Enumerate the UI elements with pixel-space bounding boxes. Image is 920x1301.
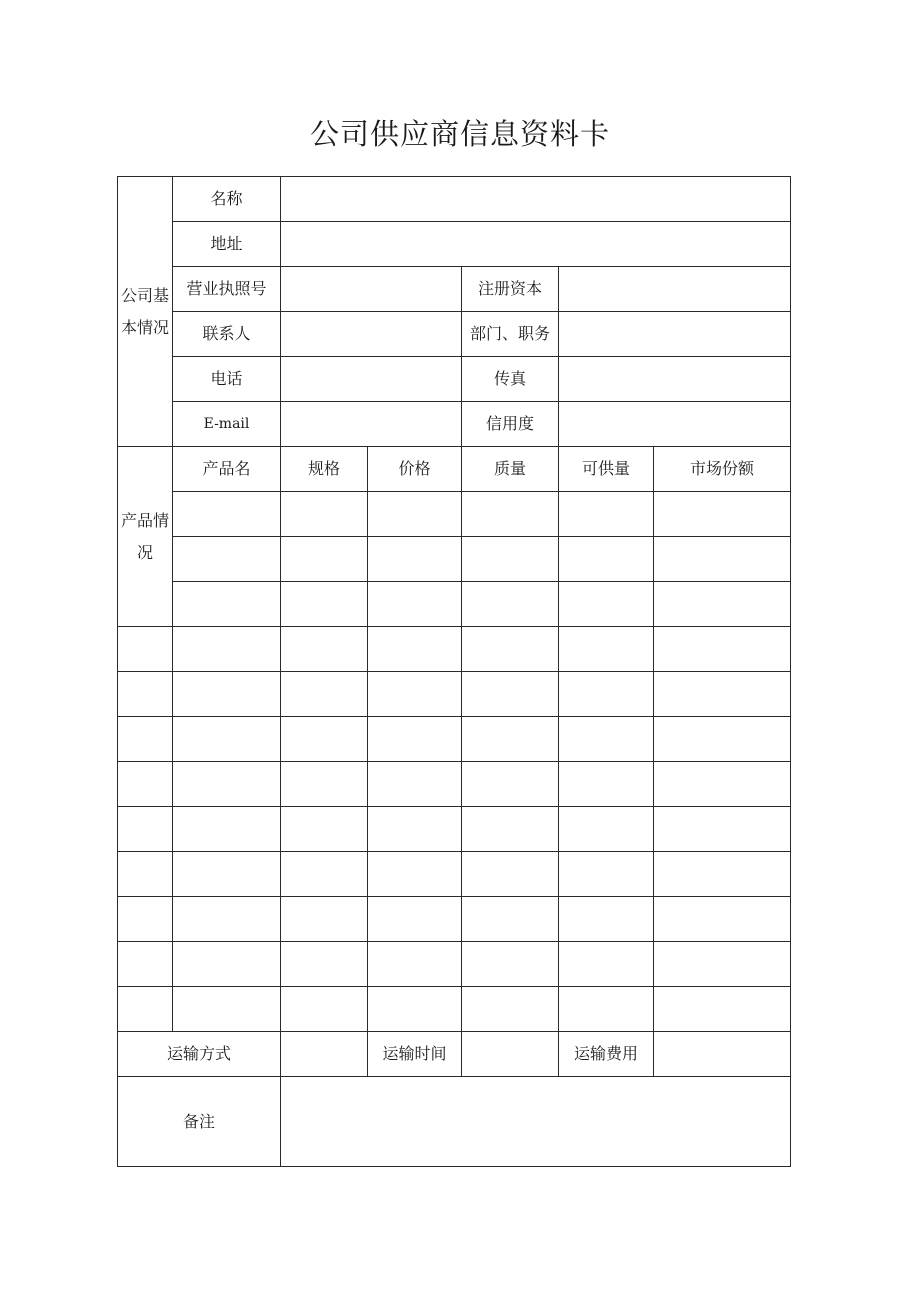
name-label: 名称	[173, 177, 281, 222]
products-header-row	[118, 447, 791, 492]
address-label: 地址	[173, 222, 281, 267]
blank-cell[interactable]	[173, 672, 281, 717]
department-field[interactable]	[559, 312, 791, 357]
fax-label: 传真	[462, 357, 559, 402]
name-field[interactable]	[281, 177, 791, 222]
blank-cell[interactable]	[462, 807, 559, 852]
blank-cell[interactable]	[173, 807, 281, 852]
capital-field[interactable]	[559, 267, 791, 312]
product-cell[interactable]	[281, 537, 368, 582]
blank-cell[interactable]	[281, 852, 368, 897]
row-email	[118, 402, 791, 447]
blank-cell[interactable]	[559, 852, 654, 897]
transport-time-label: 运输时间	[368, 1032, 462, 1077]
product-cell[interactable]	[281, 492, 368, 537]
remarks-field[interactable]	[281, 1077, 791, 1167]
row-address	[118, 222, 791, 267]
blank-cell[interactable]	[559, 672, 654, 717]
blank-cell[interactable]	[173, 762, 281, 807]
product-cell[interactable]	[368, 492, 462, 537]
header-product-name: 产品名	[173, 447, 281, 492]
license-label: 营业执照号	[173, 267, 281, 312]
product-cell[interactable]	[559, 537, 654, 582]
product-row	[118, 492, 791, 537]
email-label: E-mail	[173, 402, 281, 447]
header-price: 价格	[368, 447, 462, 492]
blank-cell[interactable]	[654, 897, 791, 942]
blank-cell[interactable]	[368, 852, 462, 897]
blank-cell[interactable]	[281, 717, 368, 762]
credit-label: 信用度	[462, 402, 559, 447]
product-cell[interactable]	[281, 582, 368, 627]
blank-cell[interactable]	[462, 717, 559, 762]
address-field[interactable]	[281, 222, 791, 267]
blank-row	[118, 627, 791, 672]
product-cell[interactable]	[559, 582, 654, 627]
contact-field[interactable]	[281, 312, 462, 357]
product-cell[interactable]	[654, 537, 791, 582]
transport-cost-label: 运输费用	[559, 1032, 654, 1077]
blank-cell[interactable]	[654, 627, 791, 672]
blank-cell[interactable]	[281, 897, 368, 942]
blank-cell[interactable]	[462, 627, 559, 672]
product-cell[interactable]	[654, 582, 791, 627]
product-cell[interactable]	[173, 537, 281, 582]
header-quality: 质量	[462, 447, 559, 492]
blank-cell[interactable]	[654, 672, 791, 717]
blank-cell[interactable]	[173, 627, 281, 672]
transport-row	[118, 1032, 791, 1077]
blank-cell[interactable]	[654, 762, 791, 807]
blank-cell[interactable]	[368, 987, 462, 1032]
blank-cell[interactable]	[368, 672, 462, 717]
blank-row	[118, 852, 791, 897]
extra-product-rows	[118, 627, 791, 1032]
blank-row	[118, 672, 791, 717]
blank-cell[interactable]	[281, 807, 368, 852]
blank-cell[interactable]	[173, 987, 281, 1032]
blank-cell[interactable]	[462, 672, 559, 717]
blank-cell[interactable]	[462, 987, 559, 1032]
blank-row	[118, 717, 791, 762]
license-field[interactable]	[281, 267, 462, 312]
header-market-share: 市场份额	[654, 447, 791, 492]
contact-label: 联系人	[173, 312, 281, 357]
blank-cell[interactable]	[559, 627, 654, 672]
product-row	[118, 537, 791, 582]
product-cell[interactable]	[559, 492, 654, 537]
blank-cell[interactable]	[173, 897, 281, 942]
page-title: 公司供应商信息资料卡	[309, 117, 610, 151]
blank-cell[interactable]	[118, 762, 173, 807]
blank-row	[118, 987, 791, 1032]
blank-cell[interactable]	[654, 987, 791, 1032]
blank-row	[118, 942, 791, 987]
blank-cell[interactable]	[654, 942, 791, 987]
product-row	[118, 582, 791, 627]
blank-cell[interactable]	[559, 942, 654, 987]
blank-cell[interactable]	[368, 807, 462, 852]
blank-cell[interactable]	[281, 672, 368, 717]
fax-field[interactable]	[559, 357, 791, 402]
blank-cell[interactable]	[559, 987, 654, 1032]
phone-label: 电话	[173, 357, 281, 402]
header-spec: 规格	[281, 447, 368, 492]
blank-cell[interactable]	[368, 717, 462, 762]
blank-cell[interactable]	[462, 897, 559, 942]
blank-cell[interactable]	[281, 762, 368, 807]
credit-field[interactable]	[559, 402, 791, 447]
phone-field[interactable]	[281, 357, 462, 402]
blank-cell[interactable]	[462, 942, 559, 987]
supplier-info-table	[117, 176, 791, 1167]
blank-row	[118, 807, 791, 852]
blank-cell[interactable]	[173, 942, 281, 987]
transport-time-field[interactable]	[462, 1032, 559, 1077]
blank-cell[interactable]	[173, 717, 281, 762]
blank-cell[interactable]	[118, 852, 173, 897]
product-cell[interactable]	[654, 492, 791, 537]
blank-cell[interactable]	[281, 942, 368, 987]
department-label: 部门、职务	[462, 312, 559, 357]
products-section-label: 产品情况	[118, 447, 173, 627]
blank-cell[interactable]	[559, 807, 654, 852]
remarks-label: 备注	[118, 1077, 281, 1167]
blank-cell[interactable]	[654, 807, 791, 852]
transport-method-field[interactable]	[281, 1032, 368, 1077]
blank-cell[interactable]	[654, 717, 791, 762]
basic-info-section-label: 公司基本情况	[118, 177, 173, 447]
remarks-row	[118, 1077, 791, 1167]
blank-cell[interactable]	[118, 942, 173, 987]
blank-cell[interactable]	[368, 942, 462, 987]
blank-cell[interactable]	[118, 672, 173, 717]
product-cell[interactable]	[368, 582, 462, 627]
blank-cell[interactable]	[654, 852, 791, 897]
product-cell[interactable]	[462, 582, 559, 627]
blank-cell[interactable]	[281, 987, 368, 1032]
blank-cell[interactable]	[118, 807, 173, 852]
blank-cell[interactable]	[173, 852, 281, 897]
blank-cell[interactable]	[368, 762, 462, 807]
transport-method-label: 运输方式	[118, 1032, 281, 1077]
blank-cell[interactable]	[118, 987, 173, 1032]
row-name	[118, 177, 791, 222]
blank-cell[interactable]	[559, 897, 654, 942]
blank-cell[interactable]	[281, 627, 368, 672]
email-field[interactable]	[281, 402, 462, 447]
product-cell[interactable]	[173, 492, 281, 537]
blank-cell[interactable]	[368, 897, 462, 942]
product-cell[interactable]	[462, 537, 559, 582]
product-cell[interactable]	[368, 537, 462, 582]
row-phone	[118, 357, 791, 402]
blank-cell[interactable]	[118, 897, 173, 942]
blank-row	[118, 762, 791, 807]
product-cell[interactable]	[173, 582, 281, 627]
blank-row	[118, 897, 791, 942]
blank-cell[interactable]	[118, 717, 173, 762]
blank-cell[interactable]	[118, 627, 173, 672]
row-license	[118, 267, 791, 312]
row-contact	[118, 312, 791, 357]
capital-label: 注册资本	[462, 267, 559, 312]
transport-cost-field[interactable]	[654, 1032, 791, 1077]
header-supply-qty: 可供量	[559, 447, 654, 492]
blank-cell[interactable]	[462, 852, 559, 897]
blank-cell[interactable]	[368, 627, 462, 672]
blank-cell[interactable]	[462, 762, 559, 807]
blank-cell[interactable]	[559, 717, 654, 762]
blank-cell[interactable]	[559, 762, 654, 807]
product-cell[interactable]	[462, 492, 559, 537]
